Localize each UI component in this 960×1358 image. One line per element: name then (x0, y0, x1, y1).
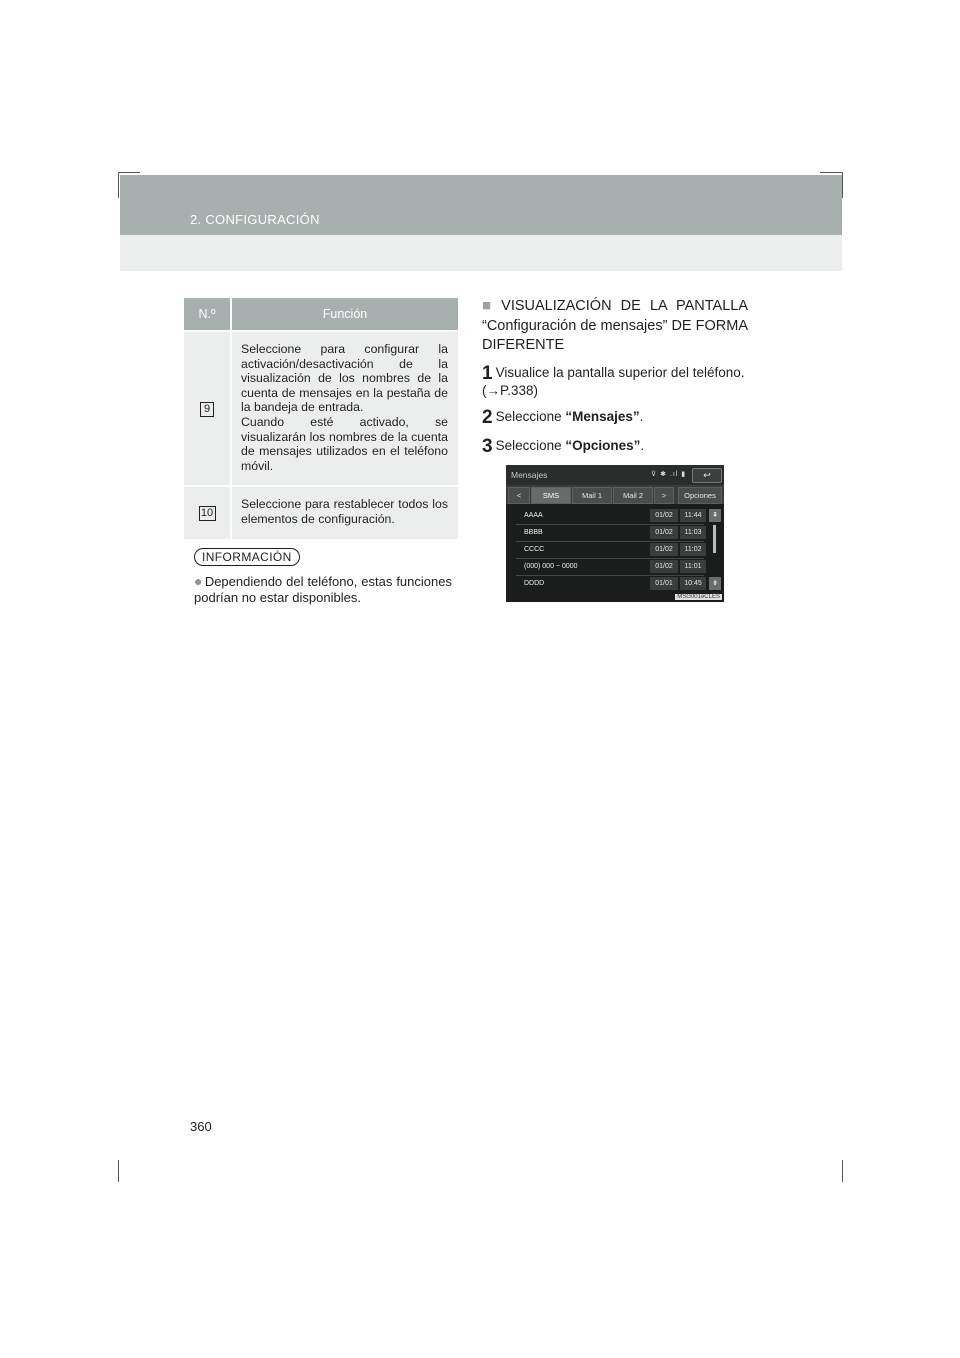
screen-title: Mensajes (511, 470, 548, 480)
subsection-title-text: VISUALIZACIÓN DE LA PANTALLA “Configuración de mensajes” DE FORMA DIFERENTE (482, 298, 749, 353)
function-text-detail: Cuando esté activado, se visualizarán los nombres de la cuenta de mensajes utilizados en el teléfono móvil. (241, 414, 448, 473)
step-bold-text: “Mensajes” (565, 409, 640, 424)
item-number-9: 9 (200, 402, 214, 417)
options-button[interactable]: Opciones (678, 487, 722, 504)
tab-sms[interactable]: SMS (531, 487, 571, 504)
row-function-cell (231, 331, 458, 486)
function-table (184, 298, 458, 539)
back-icon[interactable]: ↩ (692, 468, 722, 483)
message-time: 11:02 (680, 543, 706, 556)
function-text: Seleccione para configurar la activación/desactivación de la visualización de los nombres de la cuenta de mensajes en la pestaña de la bandeja de entrada. (241, 342, 448, 415)
row-divider (516, 558, 704, 559)
message-time: 11:03 (680, 526, 706, 539)
tab-mail-1[interactable]: Mail 1 (572, 487, 612, 504)
crop-mark (118, 1160, 119, 1182)
tab-prev-icon[interactable]: < (508, 487, 530, 504)
page-number: 360 (190, 1119, 212, 1134)
step-text: Seleccione (495, 409, 566, 424)
function-text: Seleccione para restablecer todos los elementos de configuración. (241, 497, 448, 526)
row-function-cell (231, 486, 458, 538)
row-number-cell (184, 486, 231, 538)
scroll-up-icon[interactable]: ⇞ (709, 509, 721, 522)
crop-mark (820, 172, 842, 173)
message-sender[interactable]: CCCC (524, 546, 545, 553)
information-text-block (194, 573, 452, 606)
message-date: 01/02 (650, 560, 678, 573)
step-3 (482, 437, 750, 455)
scroll-down-icon[interactable]: ⇟ (709, 577, 721, 590)
table-header-row (184, 298, 458, 331)
row-divider (516, 524, 704, 525)
status-icons: ⊽ ✱ .ıl ▮ (651, 471, 687, 478)
row-divider (516, 575, 704, 576)
bullet-icon: ● (194, 573, 203, 589)
step-number: 1 (482, 363, 493, 384)
subsection-title (482, 296, 748, 356)
message-sender[interactable]: AAAA (524, 512, 543, 519)
message-date: 01/01 (650, 577, 678, 590)
column-header-function: Función (231, 298, 458, 331)
step-text: Seleccione (495, 438, 566, 453)
crop-mark (842, 172, 843, 198)
message-sender[interactable]: BBBB (524, 529, 543, 536)
row-number-cell (184, 331, 231, 486)
item-number-10: 10 (199, 506, 216, 521)
step-text-end: . (639, 409, 644, 424)
crop-mark (118, 172, 140, 173)
message-date: 01/02 (650, 543, 678, 556)
scrollbar[interactable] (713, 525, 716, 553)
step-number: 3 (482, 436, 493, 457)
header-subband (120, 235, 842, 271)
message-time: 11:44 (680, 509, 706, 522)
section-title: 2. CONFIGURACIÓN (190, 212, 320, 227)
step-text: Visualice la pantalla superior del teléfono. (→P.338) (482, 365, 745, 398)
crop-mark (118, 172, 119, 198)
row-divider (516, 541, 704, 542)
message-sender[interactable]: (000) 000 − 0000 (524, 563, 578, 570)
tab-next-icon[interactable]: > (654, 487, 674, 504)
tab-mail-2[interactable]: Mail 2 (613, 487, 653, 504)
table-row (184, 331, 458, 486)
table-row (184, 486, 458, 538)
square-bullet-icon: ■ (482, 297, 497, 314)
image-code: MSG001eCLES (677, 594, 720, 600)
message-time: 11:01 (680, 560, 706, 573)
message-date: 01/02 (650, 509, 678, 522)
message-sender[interactable]: DDDD (524, 580, 545, 587)
step-bold-text: “Opciones” (565, 438, 641, 453)
information-label: INFORMACIÓN (194, 548, 300, 566)
column-header-number: N.º (184, 298, 231, 331)
crop-mark (842, 1160, 843, 1182)
messages-screen-image (506, 465, 724, 602)
step-2 (482, 408, 750, 426)
step-1 (482, 364, 750, 399)
step-number: 2 (482, 407, 493, 428)
message-time: 10:45 (680, 577, 706, 590)
information-text: Dependiendo del teléfono, estas funciones podrían no estar disponibles. (194, 574, 452, 605)
message-date: 01/02 (650, 526, 678, 539)
step-text-end: . (640, 438, 645, 453)
